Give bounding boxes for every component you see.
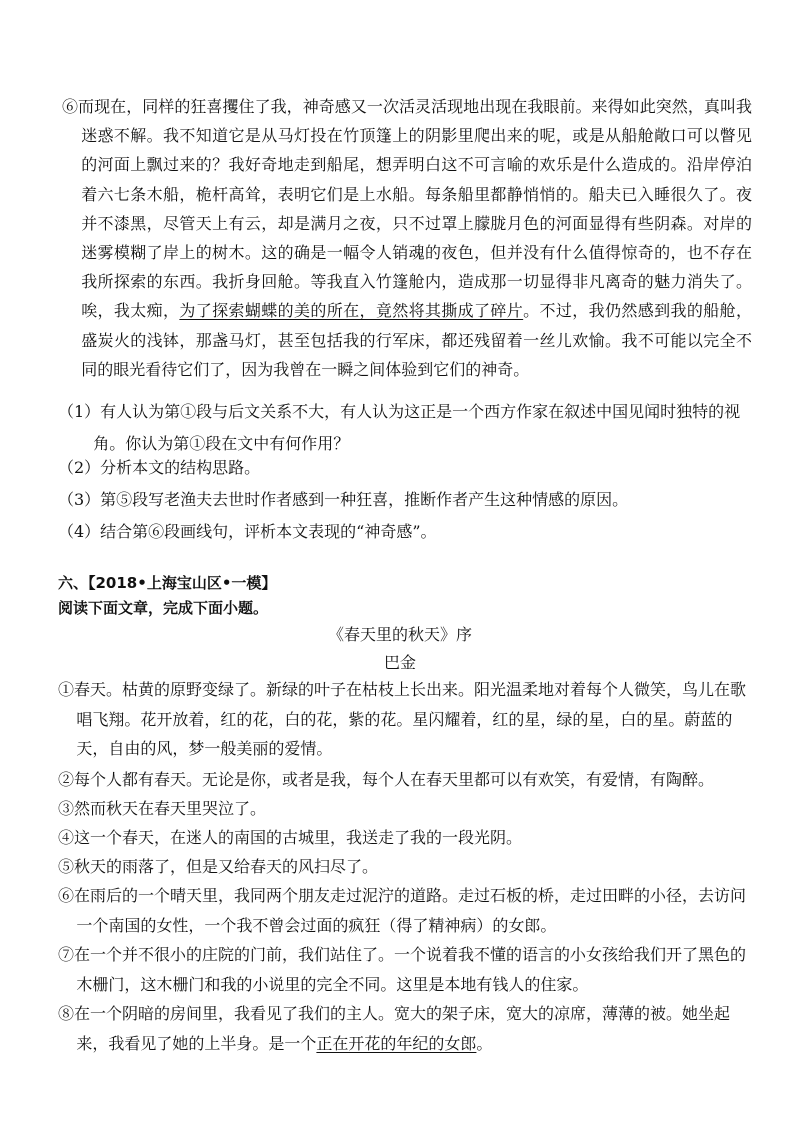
article-title: 《春天里的秋天》序 — [327, 625, 472, 644]
article-paragraph-8 — [58, 999, 752, 1058]
article-paragraph-7: ⑦在一个并不很小的庄院的门前，我们站住了。一个说着我不懂的语言的小女孩给我们开了黑色的木栅门，这木栅门和我的小说里的完全不同。这里是本地有钱人的住家。 — [58, 945, 747, 994]
article-paragraph-4: ④这一个春天，在迷人的南国的古城里，我送走了我的一段光阴。 — [58, 828, 523, 847]
article-author: 巴金 — [383, 653, 416, 672]
article-paragraph-2: ②每个人都有春天。无论是你，或者是我，每个人在春天里都可以有欢笑，有爱情，有陶醉。 — [58, 770, 715, 789]
question-4: （4）结合第⑥段画线句，评析本文表现的“神奇感”。 — [58, 522, 437, 541]
article-paragraph-1: ①春天。枯黄的原野变绿了。新绿的叶子在枯枝上长出来。阳光温柔地对着每个人微笑，鸟儿在歌唱飞翔。花开放着，红的花，白的花，紫的花。星闪耀着，红的星，绿的星，白的星。蔚蓝的天，自由的风，梦一般美丽的爱情。 — [58, 680, 747, 758]
article-paragraph-3: ③然而秋天在春天里哭泣了。 — [58, 799, 267, 818]
paragraph-6-text-end: 。不过，我仍然感到我的船舱，盛炭火的浅钵，那盏马灯，甚至包括我的行军床，都还残留着一丝儿欢愉。我不可能以完全不同的眼光看待它们了，因为我曾在一瞬之间体验到它们的神奇。 — [81, 301, 752, 379]
article-paragraph-6: ⑥在雨后的一个晴天里，我同两个朋友走过泥泞的道路。走过石板的桥，走过田畔的小径，去访问一个南国的女性，一个我不曾会过面的疯狂（得了精神病）的女郎。 — [58, 886, 747, 935]
question-2: （2）分析本文的结构思路。 — [58, 458, 261, 477]
question-3: （3）第⑤段写老渔夫去世时作者感到一种狂喜，推断作者产生这种情感的原因。 — [58, 490, 629, 509]
paragraph-8-text: ⑧在一个阴暗的房间里，我看见了我们的主人。宽大的架子床，宽大的凉席，薄薄的被。她坐起来，我看见了她的上半身。是一个 — [58, 1004, 731, 1053]
underlined-sentence: 为了探索蝴蝶的美的所在，竟然将其撕成了碎片 — [179, 301, 524, 321]
article-paragraph-5: ⑤秋天的雨落了，但是又给春天的风扫尽了。 — [58, 857, 379, 876]
passage-paragraph-6 — [62, 92, 752, 384]
section-heading: 六、【2018•上海宝山区•一模】 — [58, 574, 277, 592]
question-1: （1）有人认为第①段与后文关系不大，有人认为这正是一个西方作家在叙述中国见闻时独特的视角。你认为第①段在文中有何作用？ — [58, 402, 741, 453]
paragraph-8-text-end: 。 — [476, 1033, 493, 1053]
paragraph-6-text: ⑥而现在，同样的狂喜攫住了我，神奇感又一次活灵活现地出现在我眼前。来得如此突然，真叫我迷惑不解。我不知道它是从马灯投在竹顶篷上的阴影里爬出来的呢，或是从船舱敞口可以瞥见的河面上飘过来的？我好奇地走到船尾，想弄明白这不可言喻的欢乐是什么造成的。沿岸停泊着六七条木船，桅杆高耸，表明它们是上水船。每条船里都静悄悄的。船夫已入睡很久了。夜并不漆黑，尽管天上有云，却是满月之夜，只不过罩上朦胧月色的河面显得有些阴森。对岸的迷雾模糊了岸上的树木。这的确是一幅令人销魂的夜色，但并没有什么值得惊奇的，也不存在我所探索的东西。我折身回舱。等我直入竹篷舱内，造成那一切显得非凡离奇的魅力消失了。唉，我太痴， — [62, 97, 752, 321]
section-instruction: 阅读下面文章，完成下面小题。 — [58, 599, 269, 617]
underlined-phrase: 正在开花的年纪的女郎 — [316, 1033, 477, 1053]
